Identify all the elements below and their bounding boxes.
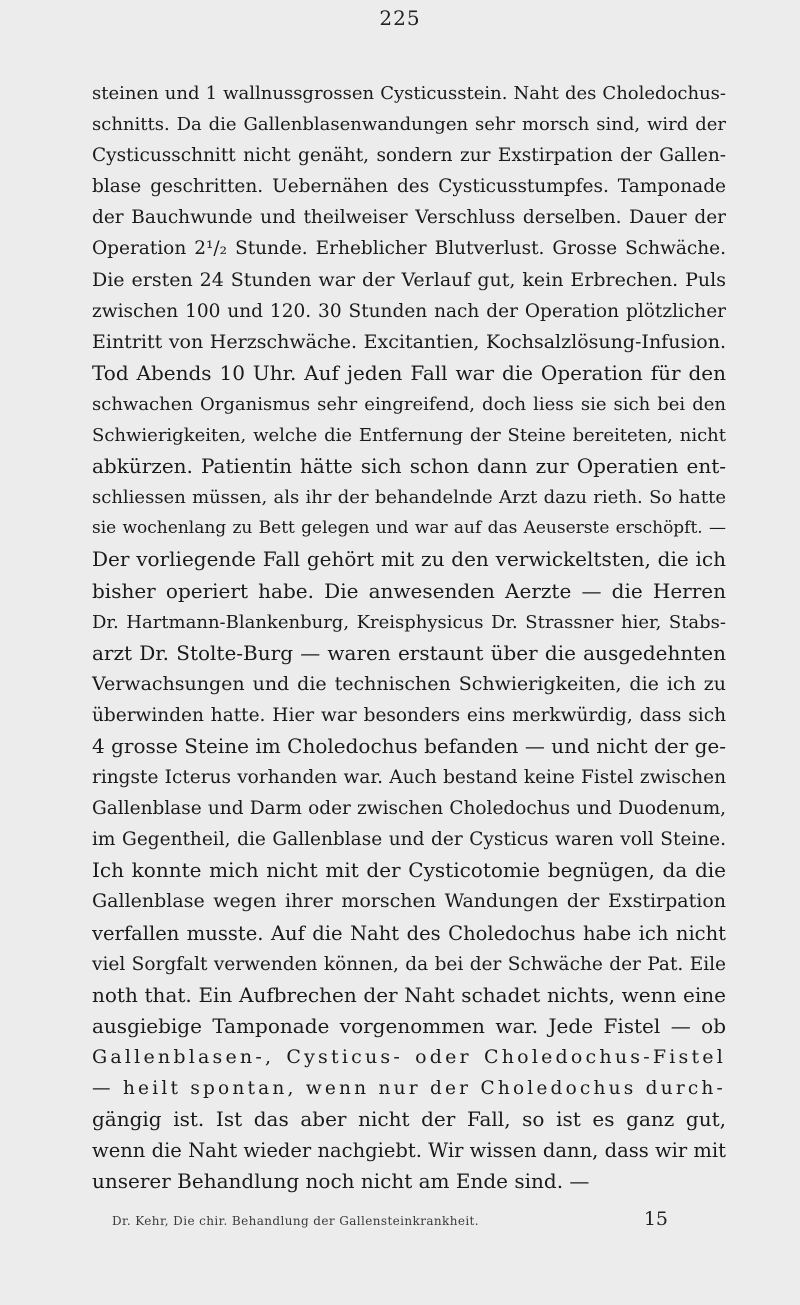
- text-line: Cysticusschnitt nicht genäht, sondern zur Exstirpation der Gallen-: [92, 145, 726, 167]
- text-line: wenn die Naht wieder nachgiebt. Wir wissen dann, dass wir mit: [92, 1139, 726, 1163]
- text-line: im Gegentheil, die Gallenblase und der Cysticus waren voll Steine.: [92, 829, 726, 851]
- signature-mark: 15: [643, 1208, 668, 1230]
- text-line: abkürzen. Patientin hätte sich schon dann zur Operatien ent-: [92, 454, 726, 479]
- text-line-emphasized: — heilt spontan, wenn nur der Choledochus durch-: [92, 1078, 726, 1099]
- text-line: überwinden hatte. Hier war besonders eins merkwürdig, dass sich: [92, 704, 726, 726]
- text-line: zwischen 100 und 120. 30 Stunden nach der Operation plötzlicher: [92, 300, 726, 322]
- text-line: unserer Behandlung noch nicht am Ende sind. —: [92, 1169, 590, 1194]
- text-line: Eintritt von Herzschwäche. Excitantien, Kochsalzlösung-Infusion.: [92, 330, 726, 353]
- text-line: Gallenblase wegen ihrer morschen Wandungen der Exstirpation: [92, 890, 726, 913]
- text-line: Ich konnte mich nicht mit der Cysticotomie begnügen, da die: [92, 858, 726, 883]
- text-line: schnitts. Da die Gallenblasenwandungen sehr morsch sind, wird der: [92, 114, 726, 136]
- text-line-emphasized: Gallenblasen-, Cysticus- oder Choledochus-Fistel: [92, 1045, 726, 1068]
- text-line: Operation 2¹/₂ Stunde. Erheblicher Blutverlust. Grosse Schwäche.: [92, 238, 726, 260]
- text-line: schwachen Organismus sehr eingreifend, doch liess sie sich bei den: [92, 393, 726, 415]
- text-line: verfallen musste. Auf die Naht des Choledochus habe ich nicht: [92, 921, 726, 945]
- text-line: viel Sorgfalt verwenden können, da bei der Schwäche der Pat. Eile: [92, 953, 726, 975]
- text-line: ringste Icterus vorhanden war. Auch bestand keine Fistel zwischen: [92, 767, 726, 789]
- text-line: Der vorliegende Fall gehört mit zu den verwickeltsten, die ich: [92, 547, 726, 572]
- page-number: 225: [379, 6, 421, 30]
- text-line: sie wochenlang zu Bett gelegen und war auf das Aeuserste erschöpft. —: [92, 518, 726, 539]
- text-line: gängig ist. Ist das aber nicht der Fall, so ist es ganz gut,: [92, 1107, 726, 1132]
- running-footer: Dr. Kehr, Die chir. Behandlung der Gallensteinkrankheit.: [112, 1214, 479, 1228]
- text-line: Verwachsungen und die technischen Schwierigkeiten, die ich zu: [92, 672, 726, 695]
- text-line: schliessen müssen, als ihr der behandelnde Arzt dazu rieth. So hatte: [92, 487, 726, 509]
- text-line: noth that. Ein Aufbrechen der Naht schadet nichts, wenn eine: [92, 982, 726, 1007]
- text-line: Schwierigkeiten, welche die Entfernung der Steine bereiteten, nicht: [92, 425, 726, 447]
- text-line: ausgiebige Tamponade vorgenommen war. Jede Fistel — ob: [92, 1013, 726, 1038]
- text-line: der Bauchwunde und theilweiser Verschluss derselben. Dauer der: [92, 207, 726, 229]
- text-line: blase geschritten. Uebernähen des Cysticusstumpfes. Tamponade: [92, 176, 726, 198]
- text-line: Gallenblase und Darm oder zwischen Choledochus und Duodenum,: [92, 798, 726, 820]
- text-line: Dr. Hartmann-Blankenburg, Kreisphysicus Dr. Strassner hier, Stabs-: [92, 611, 726, 633]
- text-line: 4 grosse Steine im Choledochus befanden — und nicht der ge-: [92, 733, 726, 758]
- text-line: arzt Dr. Stolte-Burg — waren erstaunt über die ausgedehnten: [92, 640, 726, 665]
- text-line: bisher operiert habe. Die anwesenden Aerzte — die Herren: [92, 578, 726, 603]
- body-text: [92, 78, 726, 1197]
- text-line: steinen und 1 wallnussgrossen Cysticusstein. Naht des Choledochus-: [92, 83, 726, 104]
- text-line: Die ersten 24 Stunden war der Verlauf gut, kein Erbrechen. Puls: [92, 268, 726, 291]
- text-line: Tod Abends 10 Uhr. Auf jeden Fall war die Operation für den: [92, 360, 726, 385]
